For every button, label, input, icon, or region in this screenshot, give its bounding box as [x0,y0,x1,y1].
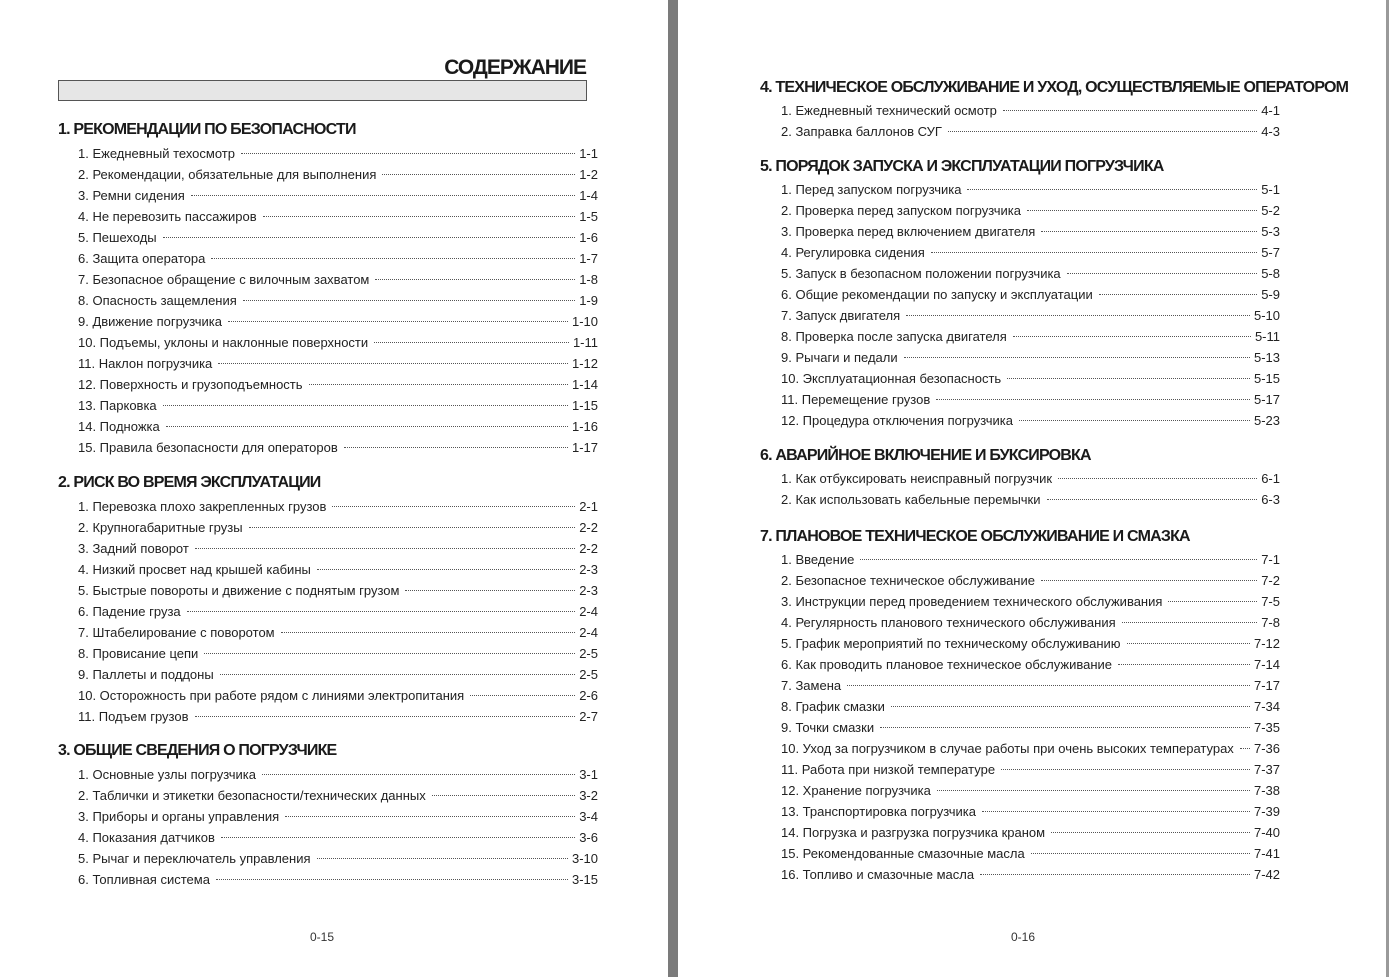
entry-title: 10. Уход за погрузчиком в случае работы при очень высоких температурах [781,741,1234,756]
entry-title: 6. Как проводить плановое техническое обслуживание [781,657,1113,672]
toc-entry[interactable] [781,801,1280,822]
entry-page-number: 1-6 [579,230,598,245]
toc-entry[interactable] [781,843,1280,864]
toc-entry[interactable] [781,326,1280,347]
entry-page-number: 5-23 [1253,413,1280,428]
toc-entries [78,496,598,727]
entry-page-number: 7-39 [1253,804,1280,819]
dot-leader [967,188,1257,190]
entry-page-number: 5-15 [1253,371,1280,386]
toc-entry[interactable] [781,221,1280,242]
entry-title: 4. Регулировка сидения [781,245,925,260]
entry-page-number: 3-4 [579,809,598,824]
entry-page-number: 1-14 [571,377,598,392]
toc-entry[interactable] [78,848,598,869]
page-number: 0-15 [310,930,335,944]
entry-page-number: 7-35 [1253,720,1280,735]
entry-title: 3. Проверка перед включением двигателя [781,224,1036,239]
dot-leader [375,278,575,280]
entry-page-number: 5-3 [1261,224,1280,239]
toc-entry[interactable] [781,633,1280,654]
dot-leader [948,130,1257,132]
dot-leader [847,684,1250,686]
entry-title: 13. Транспортировка погрузчика [781,804,977,819]
dot-leader [1118,663,1250,665]
dot-leader [1027,209,1257,211]
entry-page-number: 1-11 [572,335,598,350]
toc-entry[interactable] [78,664,598,685]
dot-leader [218,362,568,364]
dot-leader [904,356,1250,358]
dot-leader [937,789,1250,791]
dot-leader [309,383,568,385]
entry-title: 11. Наклон погрузчика [78,356,213,371]
dot-leader [211,257,575,259]
entry-title: 6. Топливная система [78,872,210,887]
toc-entry[interactable] [78,559,598,580]
toc-entry[interactable] [78,395,598,416]
toc-entry[interactable] [78,785,598,806]
toc-entry[interactable] [781,347,1280,368]
toc-section [58,118,598,458]
toc-entry[interactable] [781,468,1280,489]
entry-page-number: 2-4 [579,625,598,640]
entry-title: 10. Подъемы, уклоны и наклонные поверхности [78,335,369,350]
toc-entry[interactable] [781,489,1280,510]
toc-entry[interactable] [78,601,598,622]
entry-title: 1. Как отбуксировать неисправный погрузчик [781,471,1053,486]
section-heading[interactable]: 5. ПОРЯДОК ЗАПУСКА И ЭКСПЛУАТАЦИИ ПОГРУЗЧИКА [760,158,1164,175]
dot-leader [285,815,575,817]
toc-entry[interactable] [78,706,598,727]
entry-page-number: 7-37 [1253,762,1280,777]
entry-title: 2. Рекомендации, обязательные для выполнения [78,167,377,182]
toc-entry[interactable] [78,269,598,290]
dot-leader [204,652,575,654]
dot-leader [243,299,575,301]
dot-leader [281,631,576,633]
right-page [678,0,1389,977]
dot-leader [880,726,1250,728]
entry-page-number: 5-10 [1253,308,1280,323]
entry-page-number: 1-9 [579,293,598,308]
dot-leader [980,873,1250,875]
page-number: 0-16 [1011,930,1036,944]
dot-leader [317,568,575,570]
entry-title: 4. Низкий просвет над крышей кабины [78,562,311,577]
toc-entry[interactable] [78,496,598,517]
entry-title: 15. Рекомендованные смазочные масла [781,846,1025,861]
toc-entry[interactable] [78,806,598,827]
toc-section [760,444,1280,510]
entry-title: 2. Безопасное техническое обслуживание [781,573,1035,588]
entry-title: 9. Движение погрузчика [78,314,222,329]
toc-entry[interactable] [781,263,1280,284]
toc-entries [781,100,1280,142]
entry-page-number: 5-9 [1261,287,1280,302]
dot-leader [1051,831,1250,833]
entry-title: 11. Перемещение грузов [781,392,931,407]
toc-entry[interactable] [781,780,1280,801]
dot-leader [262,773,575,775]
entry-page-number: 3-10 [571,851,598,866]
section-heading[interactable]: 4. ТЕХНИЧЕСКОЕ ОБСЛУЖИВАНИЕ И УХОД, ОСУЩЕСТВЛЯЕМЫЕ ОПЕРАТОРОМ [760,79,1349,96]
dot-leader [405,589,575,591]
entry-page-number: 7-1 [1261,552,1280,567]
toc-entry[interactable] [781,179,1280,200]
entry-title: 6. Падение груза [78,604,181,619]
dot-leader [241,152,575,154]
dot-leader [860,558,1257,560]
entry-title: 12. Процедура отключения погрузчика [781,413,1013,428]
toc-entry[interactable] [78,227,598,248]
dot-leader [1013,335,1251,337]
entry-page-number: 2-3 [579,562,598,577]
entry-page-number: 7-14 [1253,657,1280,672]
entry-title: 4. Не перевозить пассажиров [78,209,257,224]
section-heading[interactable]: 6. АВАРИЙНОЕ ВКЛЮЧЕНИЕ И БУКСИРОВКА [760,447,1091,464]
entry-title: 5. Запуск в безопасном положении погрузчика [781,266,1061,281]
entry-title: 15. Правила безопасности для операторов [78,440,338,455]
dot-leader [1019,419,1250,421]
page-title: СОДЕРЖАНИЕ [444,56,586,79]
entry-title: 3. Приборы и органы управления [78,809,280,824]
entry-page-number: 5-1 [1261,182,1280,197]
entry-page-number: 7-36 [1253,741,1280,756]
entry-title: 6. Защита оператора [78,251,206,266]
entry-title: 10. Эксплуатационная безопасность [781,371,1002,386]
dot-leader [317,857,568,859]
entry-page-number: 2-4 [579,604,598,619]
entry-title: 5. График мероприятий по техническому обслуживанию [781,636,1121,651]
dot-leader [1041,230,1257,232]
toc-entry[interactable] [78,185,598,206]
entry-title: 8. Провисание цепи [78,646,199,661]
entry-title: 16. Топливо и смазочные масла [781,867,975,882]
dot-leader [432,794,575,796]
entry-page-number: 5-13 [1253,350,1280,365]
toc-entry[interactable] [78,685,598,706]
dot-leader [906,314,1250,316]
entry-title: 14. Подножка [78,419,160,434]
entry-page-number: 6-3 [1261,492,1280,507]
dot-leader [891,705,1250,707]
page-divider [668,0,678,977]
dot-leader [195,547,575,549]
entry-page-number: 2-5 [579,646,598,661]
dot-leader [382,173,575,175]
entry-page-number: 1-1 [579,146,598,161]
entry-title: 10. Осторожность при работе рядом с линиями электропитания [78,688,465,703]
section-heading[interactable]: 7. ПЛАНОВОЕ ТЕХНИЧЕСКОЕ ОБСЛУЖИВАНИЕ И СМАЗКА [760,528,1190,545]
dot-leader [332,505,575,507]
entry-title: 2. Проверка перед запуском погрузчика [781,203,1021,218]
toc-entry[interactable] [781,675,1280,696]
toc-section [58,471,598,727]
entry-title: 4. Регулярность планового технического обслуживания [781,615,1116,630]
toc-entry[interactable] [781,242,1280,263]
toc-entry[interactable] [781,612,1280,633]
dot-leader [982,810,1250,812]
toc-entry[interactable] [78,437,598,458]
entry-title: 7. Замена [781,678,842,693]
dot-leader [249,526,576,528]
dot-leader [936,398,1250,400]
toc-entry[interactable] [78,332,598,353]
entry-title: 9. Точки смазки [781,720,875,735]
entry-title: 14. Погрузка и разгрузка погрузчика краном [781,825,1046,840]
toc-entry[interactable] [78,580,598,601]
dot-leader [344,446,568,448]
toc-entry[interactable] [78,538,598,559]
dot-leader [191,194,575,196]
entry-page-number: 5-2 [1261,203,1280,218]
entry-page-number: 4-1 [1261,103,1280,118]
toc-section [760,155,1280,431]
entry-title: 1. Ежедневный технический осмотр [781,103,997,118]
toc-entry[interactable] [78,517,598,538]
entry-title: 1. Перед запуском погрузчика [781,182,962,197]
entry-page-number: 1-12 [571,356,598,371]
toc-entry[interactable] [78,416,598,437]
entry-page-number: 1-16 [571,419,598,434]
entry-title: 1. Ежедневный техосмотр [78,146,235,161]
toc-entry[interactable] [781,200,1280,221]
section-heading[interactable]: 2. РИСК ВО ВРЕМЯ ЭКСПЛУАТАЦИИ [58,474,321,491]
entry-page-number: 1-17 [571,440,598,455]
dot-leader [1122,621,1258,623]
dot-leader [1240,747,1250,749]
dot-leader [1058,477,1257,479]
dot-leader [1001,768,1250,770]
entry-page-number: 5-7 [1261,245,1280,260]
entry-title: 3. Инструкции перед проведением технического обслуживания [781,594,1163,609]
dot-leader [1007,377,1250,379]
entry-title: 1. Основные узлы погрузчика [78,767,256,782]
entry-page-number: 5-11 [1254,329,1280,344]
entry-title: 6. Общие рекомендации по запуску и эксплуатации [781,287,1093,302]
dot-leader [228,320,568,322]
entry-title: 8. Опасность защемления [78,293,237,308]
dot-leader [1127,642,1250,644]
toc-entry[interactable] [78,622,598,643]
dot-leader [1041,579,1257,581]
entry-page-number: 2-1 [579,499,598,514]
dot-leader [1031,852,1250,854]
toc-entry[interactable] [781,549,1280,570]
entry-page-number: 5-17 [1253,392,1280,407]
toc-entry[interactable] [781,717,1280,738]
toc-entry[interactable] [78,353,598,374]
entry-page-number: 7-42 [1253,867,1280,882]
entry-title: 3. Задний поворот [78,541,189,556]
entry-page-number: 1-5 [579,209,598,224]
entry-title: 2. Как использовать кабельные перемычки [781,492,1041,507]
toc-entry[interactable] [78,869,598,890]
entry-title: 12. Хранение погрузчика [781,783,931,798]
dot-leader [1099,293,1257,295]
dot-leader [1067,272,1258,274]
dot-leader [374,341,569,343]
toc-entry[interactable] [78,164,598,185]
entry-page-number: 1-15 [571,398,598,413]
entry-page-number: 2-3 [579,583,598,598]
toc-entry[interactable] [781,822,1280,843]
toc-section [58,739,598,890]
entry-title: 4. Показания датчиков [78,830,215,845]
dot-leader [263,215,576,217]
toc-entry[interactable] [781,759,1280,780]
entry-page-number: 2-6 [579,688,598,703]
entry-title: 1. Введение [781,552,855,567]
entry-title: 9. Рычаги и педали [781,350,898,365]
toc-entry[interactable] [781,591,1280,612]
dot-leader [187,610,576,612]
entry-page-number: 2-5 [579,667,598,682]
dot-leader [163,236,576,238]
entry-page-number: 7-8 [1261,615,1280,630]
left-page [0,0,668,977]
section-heading[interactable]: 1. РЕКОМЕНДАЦИИ ПО БЕЗОПАСНОСТИ [58,121,356,138]
section-heading[interactable]: 3. ОБЩИЕ СВЕДЕНИЯ О ПОГРУЗЧИКЕ [58,742,337,759]
entry-page-number: 1-4 [579,188,598,203]
entry-page-number: 1-2 [579,167,598,182]
dot-leader [195,715,576,717]
toc-entry[interactable] [781,305,1280,326]
entry-page-number: 7-41 [1253,846,1280,861]
toc-entry[interactable] [78,764,598,785]
toc-entries [78,764,598,890]
toc-entry[interactable] [78,374,598,395]
toc-entries [781,549,1280,885]
entry-page-number: 6-1 [1261,471,1280,486]
entry-title: 7. Безопасное обращение с вилочным захватом [78,272,370,287]
entry-title: 5. Быстрые повороты и движение с поднятым грузом [78,583,400,598]
entry-page-number: 1-10 [571,314,598,329]
entry-title: 7. Штабелирование с поворотом [78,625,275,640]
entry-page-number: 7-5 [1261,594,1280,609]
toc-entry[interactable] [78,143,598,164]
entry-title: 1. Перевозка плохо закрепленных грузов [78,499,327,514]
entry-page-number: 2-2 [579,541,598,556]
entry-title: 2. Таблички и этикетки безопасности/технических данных [78,788,426,803]
entry-page-number: 3-15 [571,872,598,887]
dot-leader [166,425,568,427]
toc-entry[interactable] [78,311,598,332]
dot-leader [1047,498,1258,500]
toc-entry[interactable] [78,206,598,227]
entry-title: 2. Крупногабаритные грузы [78,520,243,535]
toc-entry[interactable] [781,121,1280,142]
entry-page-number: 7-12 [1253,636,1280,651]
toc-section [760,525,1280,885]
toc-entry[interactable] [781,100,1280,121]
entry-page-number: 7-40 [1253,825,1280,840]
entry-title: 7. Запуск двигателя [781,308,901,323]
toc-entries [78,143,598,458]
dot-leader [221,836,575,838]
toc-entry[interactable] [781,410,1280,431]
toc-entries [781,179,1280,431]
entry-title: 5. Рычаг и переключатель управления [78,851,311,866]
entry-page-number: 2-7 [579,709,598,724]
toc-entry[interactable] [78,290,598,311]
entry-title: 8. Проверка после запуска двигателя [781,329,1007,344]
dot-leader [470,694,575,696]
entry-title: 12. Поверхность и грузоподъемность [78,377,303,392]
toc-entry[interactable] [781,696,1280,717]
toc-entry[interactable] [781,864,1280,885]
entry-page-number: 7-2 [1261,573,1280,588]
toc-section [760,76,1349,142]
toc-entry[interactable] [78,248,598,269]
entry-page-number: 2-2 [579,520,598,535]
entry-title: 2. Заправка баллонов СУГ [781,124,942,139]
entry-title: 13. Парковка [78,398,157,413]
title-bar [58,80,587,101]
entry-page-number: 3-1 [579,767,598,782]
toc-entry[interactable] [781,570,1280,591]
toc-entry[interactable] [781,738,1280,759]
dot-leader [1168,600,1257,602]
entry-page-number: 1-7 [579,251,598,266]
dot-leader [1003,109,1257,111]
entry-title: 5. Пешеходы [78,230,157,245]
entry-page-number: 4-3 [1261,124,1280,139]
dot-leader [220,673,576,675]
entry-title: 9. Паллеты и поддоны [78,667,214,682]
entry-page-number: 1-8 [579,272,598,287]
entry-title: 3. Ремни сидения [78,188,185,203]
toc-entry[interactable] [78,643,598,664]
toc-entry[interactable] [781,389,1280,410]
toc-entry[interactable] [781,284,1280,305]
dot-leader [163,404,568,406]
toc-entries [781,468,1280,510]
toc-entry[interactable] [781,368,1280,389]
entry-page-number: 7-38 [1253,783,1280,798]
entry-page-number: 3-6 [579,830,598,845]
entry-page-number: 5-8 [1261,266,1280,281]
entry-title: 11. Подъем грузов [78,709,189,724]
entry-page-number: 7-17 [1253,678,1280,693]
toc-entry[interactable] [78,827,598,848]
entry-title: 11. Работа при низкой температуре [781,762,996,777]
entry-title: 8. График смазки [781,699,885,714]
entry-page-number: 7-34 [1253,699,1280,714]
entry-page-number: 3-2 [579,788,598,803]
dot-leader [931,251,1257,253]
dot-leader [216,878,568,880]
toc-entry[interactable] [781,654,1280,675]
